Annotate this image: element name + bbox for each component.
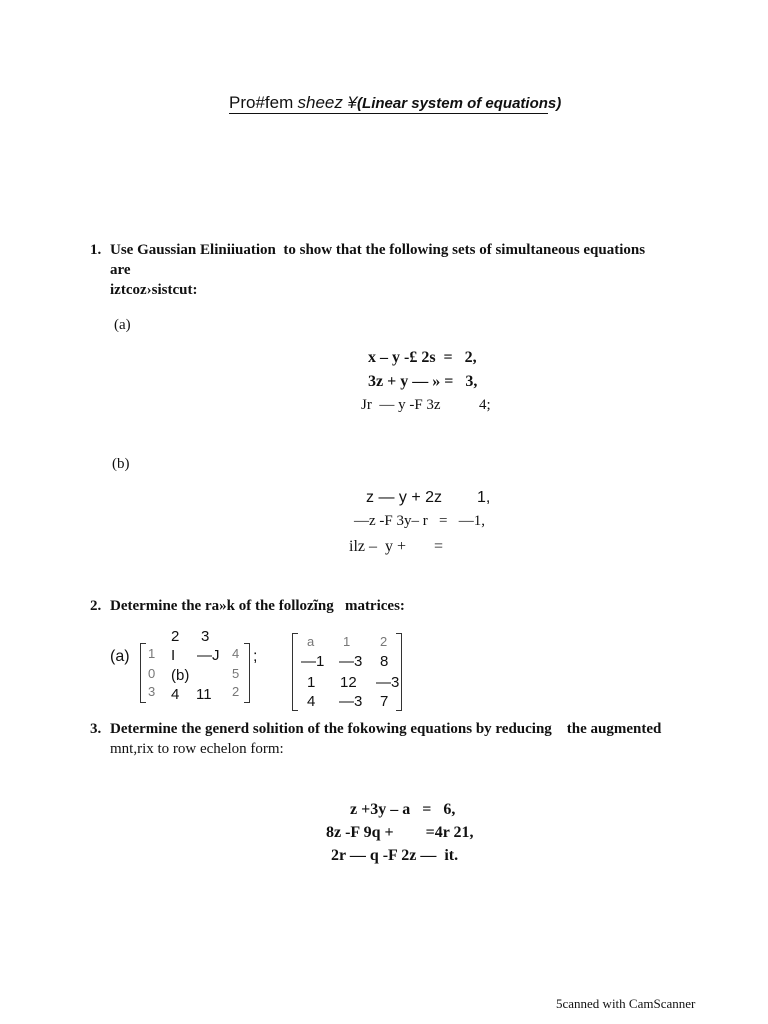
q3-equation-2: 8z -F 9q + =4r 21,	[326, 824, 474, 841]
matrix-2-cell: 12	[340, 674, 357, 691]
matrix-1-cell: 1	[148, 646, 156, 661]
matrix-1-cell: —J	[197, 647, 220, 664]
matrix-2-cell: a	[307, 634, 315, 649]
q1a-equation-2: 3z + y — » = 3,	[368, 373, 478, 390]
matrix-1-cell: 4	[171, 686, 180, 703]
matrix-2-cell: 1	[343, 634, 351, 649]
matrix-1-top-label-2: 3	[201, 628, 210, 645]
q1b-label: (b)	[112, 456, 130, 472]
title-part-3: (Linear system of equations)	[357, 95, 562, 112]
matrix-2-cell: —3	[339, 693, 363, 710]
camscanner-watermark: 5canned with CamScanner	[556, 996, 696, 1011]
q1-text-line-3: iztcoz›sistcut:	[110, 282, 198, 298]
matrix-1-cell: (b)	[171, 667, 190, 684]
matrix-1-cell: 11	[196, 686, 212, 703]
matrix-2-left-bracket	[292, 633, 298, 711]
q1b-equation-1-left: z — y + 2z	[366, 489, 443, 506]
q1a-equation-1: x – y -£ 2s = 2,	[368, 349, 477, 366]
q1a-equation-3-right: 4;	[479, 397, 491, 413]
q1a-label: (a)	[114, 317, 131, 333]
q1b-equation-3: ilz – y + =	[349, 538, 444, 555]
q1-text-line-2: are	[110, 262, 131, 278]
q1-text-line-1: Use Gaussian Eliniiuation to show that the following sets of simultaneous equations	[110, 242, 646, 258]
matrix-2-cell: 7	[380, 693, 389, 710]
matrix-1-cell: 2	[232, 684, 240, 699]
matrix-1-cell: I	[171, 647, 176, 664]
matrix-1-cell: 4	[232, 646, 240, 661]
title-underline	[229, 113, 548, 114]
matrix-2-cell: 2	[380, 634, 388, 649]
matrix-1-top-label-1: 2	[171, 628, 180, 645]
page-title	[229, 93, 561, 113]
q3-number: 3.	[90, 721, 102, 737]
q1b-equation-1-right: 1,	[477, 489, 491, 506]
matrix-2-right-bracket	[396, 633, 402, 711]
q1a-equation-3-left: Jr — y -F 3z	[361, 397, 441, 413]
matrix-2-cell: —3	[339, 653, 363, 670]
q3-equation-1: z +3y – a = 6,	[350, 801, 456, 818]
matrix-2-cell: 1	[307, 674, 316, 691]
matrix-1-cell: 0	[148, 666, 156, 681]
matrix-1-cell: 3	[148, 684, 156, 699]
q1-number: 1.	[90, 242, 102, 258]
matrix-1-left-bracket	[140, 643, 146, 703]
q1b-equation-2: —z -F 3y– r = —1,	[354, 513, 485, 529]
matrix-1-right-bracket	[244, 643, 250, 703]
q3-text-line-2: mnt,rix to row echelon form:	[110, 741, 284, 757]
matrix-separator-semicolon: ;	[253, 648, 258, 665]
matrix-2-cell: —1	[301, 653, 325, 670]
matrix-1-cell: 5	[232, 666, 240, 681]
matrix-2-cell: 4	[307, 693, 316, 710]
q3-text-line-1: Determine the generd solıition of the fokowing equations by reducing the augmented	[110, 721, 662, 737]
matrix-2-cell: —3	[376, 674, 400, 691]
title-part-2: sheez ¥	[297, 93, 358, 112]
title-part-1: Pro#fem	[229, 93, 294, 112]
q2a-label: (a)	[110, 648, 130, 665]
q2-text: Determine the ra»k of the follozĩng matrices:	[110, 598, 405, 614]
q3-equation-3: 2r — q -F 2z — it.	[331, 847, 459, 864]
matrix-2-cell: 8	[380, 653, 389, 670]
q2-number: 2.	[90, 598, 102, 614]
